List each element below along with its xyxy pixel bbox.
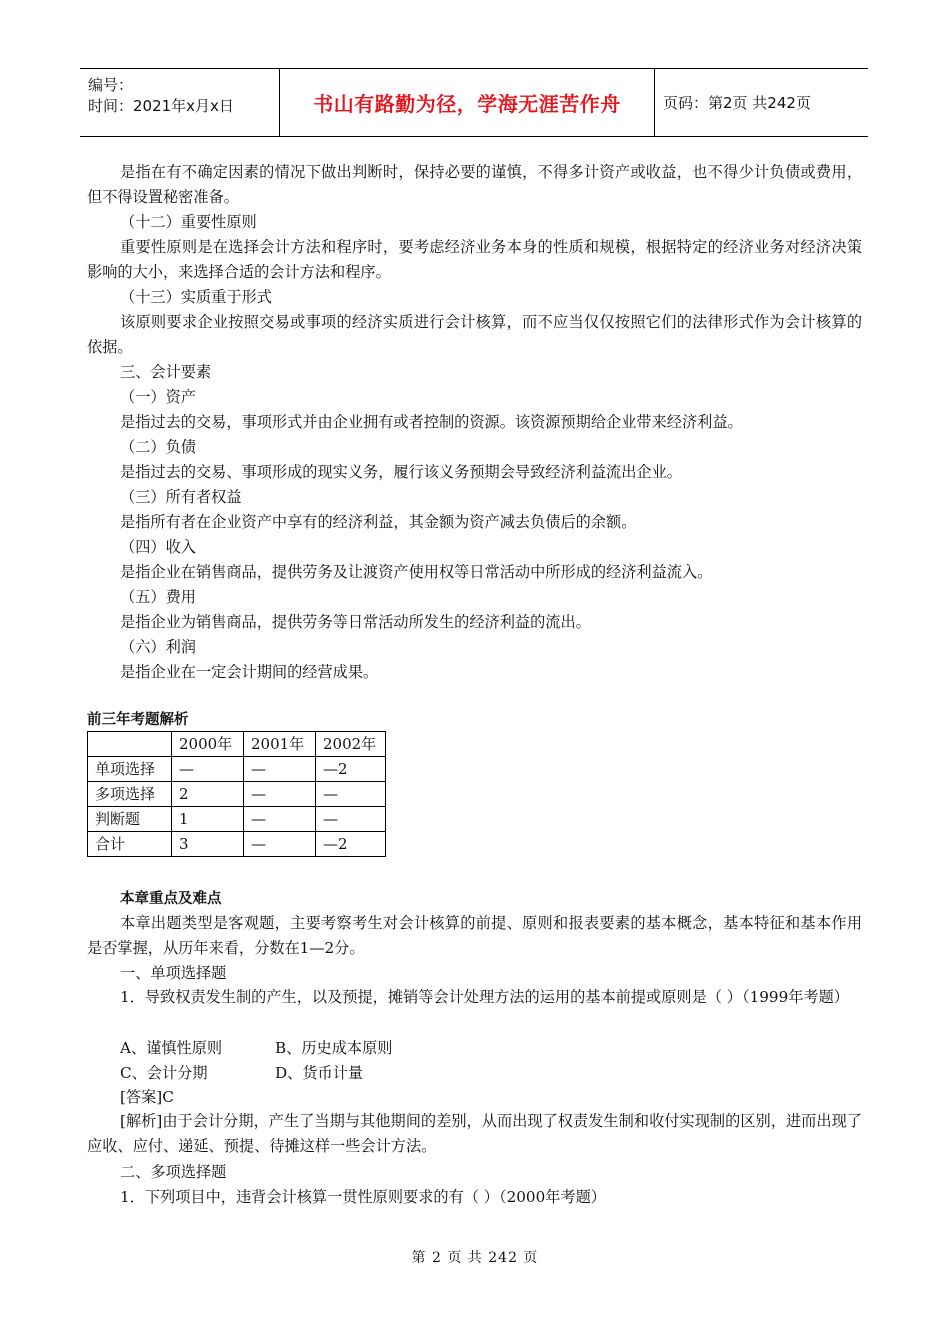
heading-accounting-elements: 三、会计要素 <box>120 363 212 381</box>
table-cell: 判断题 <box>88 807 172 832</box>
table-row <box>88 782 386 807</box>
table-cell: — <box>244 832 316 857</box>
question-1-option-d: D、货币计量 <box>275 1064 364 1082</box>
table-cell: — <box>172 757 244 782</box>
table-cell: — <box>316 782 386 807</box>
element-equity-text: 是指所有者在企业资产中享有的经济利益，其金额为资产减去负债后的余额。 <box>120 513 637 531</box>
table-cell: 2 <box>172 782 244 807</box>
element-assets-text: 是指过去的交易，事项形式并由企业拥有或者控制的资源。该资源预期给企业带来经济利益。 <box>120 413 743 431</box>
section-multiple-choice: 二、多项选择题 <box>120 1163 227 1181</box>
element-assets-title: （一）资产 <box>120 388 196 406</box>
header-page-number: 页码：第2页 共242页 <box>663 94 811 112</box>
table-cell: —2 <box>316 832 386 857</box>
table-header-cell: 2002年 <box>316 732 386 757</box>
question-1-option-a: A、谨慎性原则 <box>120 1039 223 1057</box>
element-liabilities-text: 是指过去的交易、事项形成的现实义务，履行该义务预期会导致经济利益流出企业。 <box>120 463 682 481</box>
table-cell: 单项选择 <box>88 757 172 782</box>
heading-substance-over-form: （十三）实质重于形式 <box>120 288 272 306</box>
element-equity-title: （三）所有者权益 <box>120 488 242 506</box>
element-profit-text: 是指企业在一定会计期间的经营成果。 <box>120 663 379 681</box>
question-1-analysis: [解析]由于会计分期，产生了当期与其他期间的差别，从而出现了权责发生制和收付实现制的区别，进而出现了应收、应付、递延、预提、待摊这样一些会计方法。 <box>87 1112 862 1155</box>
header-info-cell <box>80 69 280 136</box>
table-cell: 3 <box>172 832 244 857</box>
table-cell: —2 <box>316 757 386 782</box>
table-row <box>88 757 386 782</box>
analysis-title: 前三年考题解析 <box>87 712 189 728</box>
document-number-label: 编号： <box>88 76 134 94</box>
table-row <box>88 807 386 832</box>
element-expenses-text: 是指企业为销售商品，提供劳务等日常活动所发生的经济利益的流出。 <box>120 613 591 631</box>
question-1-text: 1．导致权责发生制的产生，以及预提，摊销等会计处理方法的运用的基本前提或原则是（ ）（1999年考题） <box>120 988 849 1006</box>
element-revenue-title: （四）收入 <box>120 538 196 556</box>
element-profit-title: （六）利润 <box>120 638 196 656</box>
table-header-cell <box>88 732 172 757</box>
focus-title: 本章重点及难点 <box>120 891 222 907</box>
section-single-choice: 一、单项选择题 <box>120 964 227 982</box>
table-header-cell: 2000年 <box>172 732 244 757</box>
heading-materiality: （十二）重要性原则 <box>120 213 257 231</box>
table-row <box>88 832 386 857</box>
paragraph-materiality: 重要性原则是在选择会计方法和程序时，要考虑经济业务本身的性质和规模，根据特定的经济业务对经济决策影响的大小，来选择合适的会计方法和程序。 <box>87 238 862 281</box>
page-footer: 第 2 页 共 242 页 <box>411 1250 539 1266</box>
table-cell: — <box>244 757 316 782</box>
paragraph-prudence: 是指在有不确定因素的情况下做出判断时，保持必要的谨慎，不得多计资产或收益，也不得少计负债或费用，但不得设置秘密准备。 <box>87 163 862 206</box>
question-1-option-b: B、历史成本原则 <box>275 1039 393 1057</box>
exam-statistics-table <box>87 731 386 857</box>
element-expenses-title: （五）费用 <box>120 588 196 606</box>
table-cell: — <box>244 807 316 832</box>
page-header <box>80 68 868 137</box>
table-cell: 1 <box>172 807 244 832</box>
table-header-cell: 2001年 <box>244 732 316 757</box>
element-liabilities-title: （二）负债 <box>120 438 196 456</box>
table-header-row <box>88 732 386 757</box>
focus-paragraph: 本章出题类型是客观题，主要考察考生对会计核算的前提、原则和报表要素的基本概念，基本特征和基本作用是否掌握，从历年来看，分数在1—2分。 <box>87 914 862 957</box>
question-1-answer: [答案]C <box>120 1088 174 1106</box>
table-cell: 合计 <box>88 832 172 857</box>
question-1-option-c: C、会计分期 <box>120 1064 208 1082</box>
paragraph-substance-over-form: 该原则要求企业按照交易或事项的经济实质进行会计核算，而不应当仅仅按照它们的法律形式作为会计核算的依据。 <box>87 313 862 356</box>
element-revenue-text: 是指企业在销售商品，提供劳务及让渡资产使用权等日常活动中所形成的经济利益流入。 <box>120 563 713 581</box>
table-cell: — <box>244 782 316 807</box>
header-motto: 书山有路勤为径，学海无涯苦作舟 <box>280 69 655 136</box>
table-cell: — <box>316 807 386 832</box>
question-2-text: 1．下列项目中，违背会计核算一贯性原则要求的有（ ）（2000年考题） <box>120 1188 606 1206</box>
table-cell: 多项选择 <box>88 782 172 807</box>
document-time-label: 时间：2021年x月x日 <box>88 97 234 115</box>
